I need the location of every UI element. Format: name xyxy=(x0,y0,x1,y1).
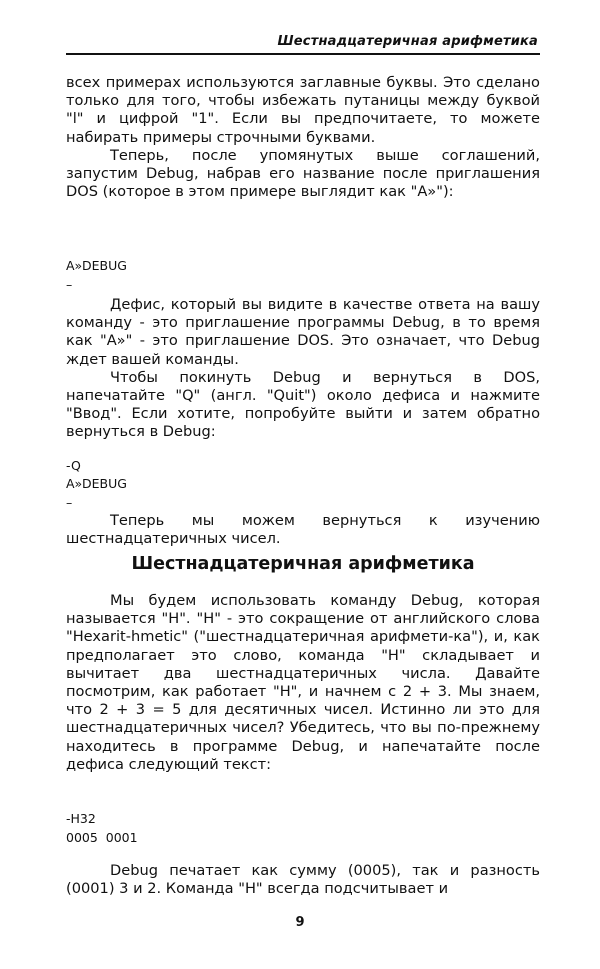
text-block-4 xyxy=(66,592,540,774)
page-number: 9 xyxy=(295,915,305,930)
code-line-3-1: -H32 xyxy=(66,811,96,826)
paragraph-4: Чтобы покинуть Debug и вернуться в DOS, напечатайте "Q" (англ. "Quit") около дефиса и нажмите "Ввод". Если хотите, попробуйте выйти и затем обратно вернуться в Debug: xyxy=(66,368,540,441)
code-line-1-1: A»DEBUG xyxy=(66,258,127,273)
code-line-2-1: -Q xyxy=(66,458,81,473)
paragraph-5: Теперь мы можем вернуться к изучению шестнадцатеричных чисел. xyxy=(66,512,540,548)
code-line-2-2: A»DEBUG xyxy=(66,476,127,491)
code-line-3-2: 0005 0001 xyxy=(66,830,138,845)
code-line-2-3: – xyxy=(66,495,73,510)
paragraph-2: Теперь, после упомянутых выше соглашений, запустим Debug, набрав его название после приглашения DOS (которое в этом примере выглядит как "А»"): xyxy=(66,146,540,201)
header-rule xyxy=(66,53,540,55)
text-block-3 xyxy=(66,512,540,548)
paragraph-6: Мы будем использовать команду Debug, которая называется "Н". "Н" - это сокращение от английского слова "Hexarit-hmetic" ("шестнадцатеричная арифмети-ка"), и, как предполагает это слово, команда "Н" складывает и вычитает два шестнадцатеричных числа. Давайте посмотрим, как работает "Н", и начнем с 2 + 3. Мы знаем, что 2 + 3 = 5 для десятичных чисел. Истинно ли это для шестнадцатеричных чисел? Убедитесь, что вы по-прежнему находитесь в программе Debug, и напечатайте после дефиса следующий текст: xyxy=(66,592,540,773)
running-header: Шестнадцатеричная арифметика xyxy=(277,34,538,49)
code-line-1-2: – xyxy=(66,277,73,292)
section-title: Шестнадцатеричная арифметика xyxy=(131,554,475,574)
paragraph-1: всех примерах используются заглавные буквы. Это сделано только для того, чтобы избежать путаницы между буквой "l" и цифрой "1". Если вы предпочитаете, то можете набирать примеры строчными буквами. xyxy=(66,74,540,146)
paragraph-7: Debug печатает как сумму (0005), так и разность (0001) 3 и 2. Команда "Н" всегда подсчитывает и xyxy=(66,862,540,898)
paragraph-3: Дефис, который вы видите в качестве ответа на вашу команду - это приглашение программы Debug, в то время как "А»" - это приглашение DOS. Это означает, что Debug ждет вашей команды. xyxy=(66,296,540,368)
text-block-5 xyxy=(66,862,540,898)
text-block-2 xyxy=(66,296,540,442)
text-block-1 xyxy=(66,74,540,201)
